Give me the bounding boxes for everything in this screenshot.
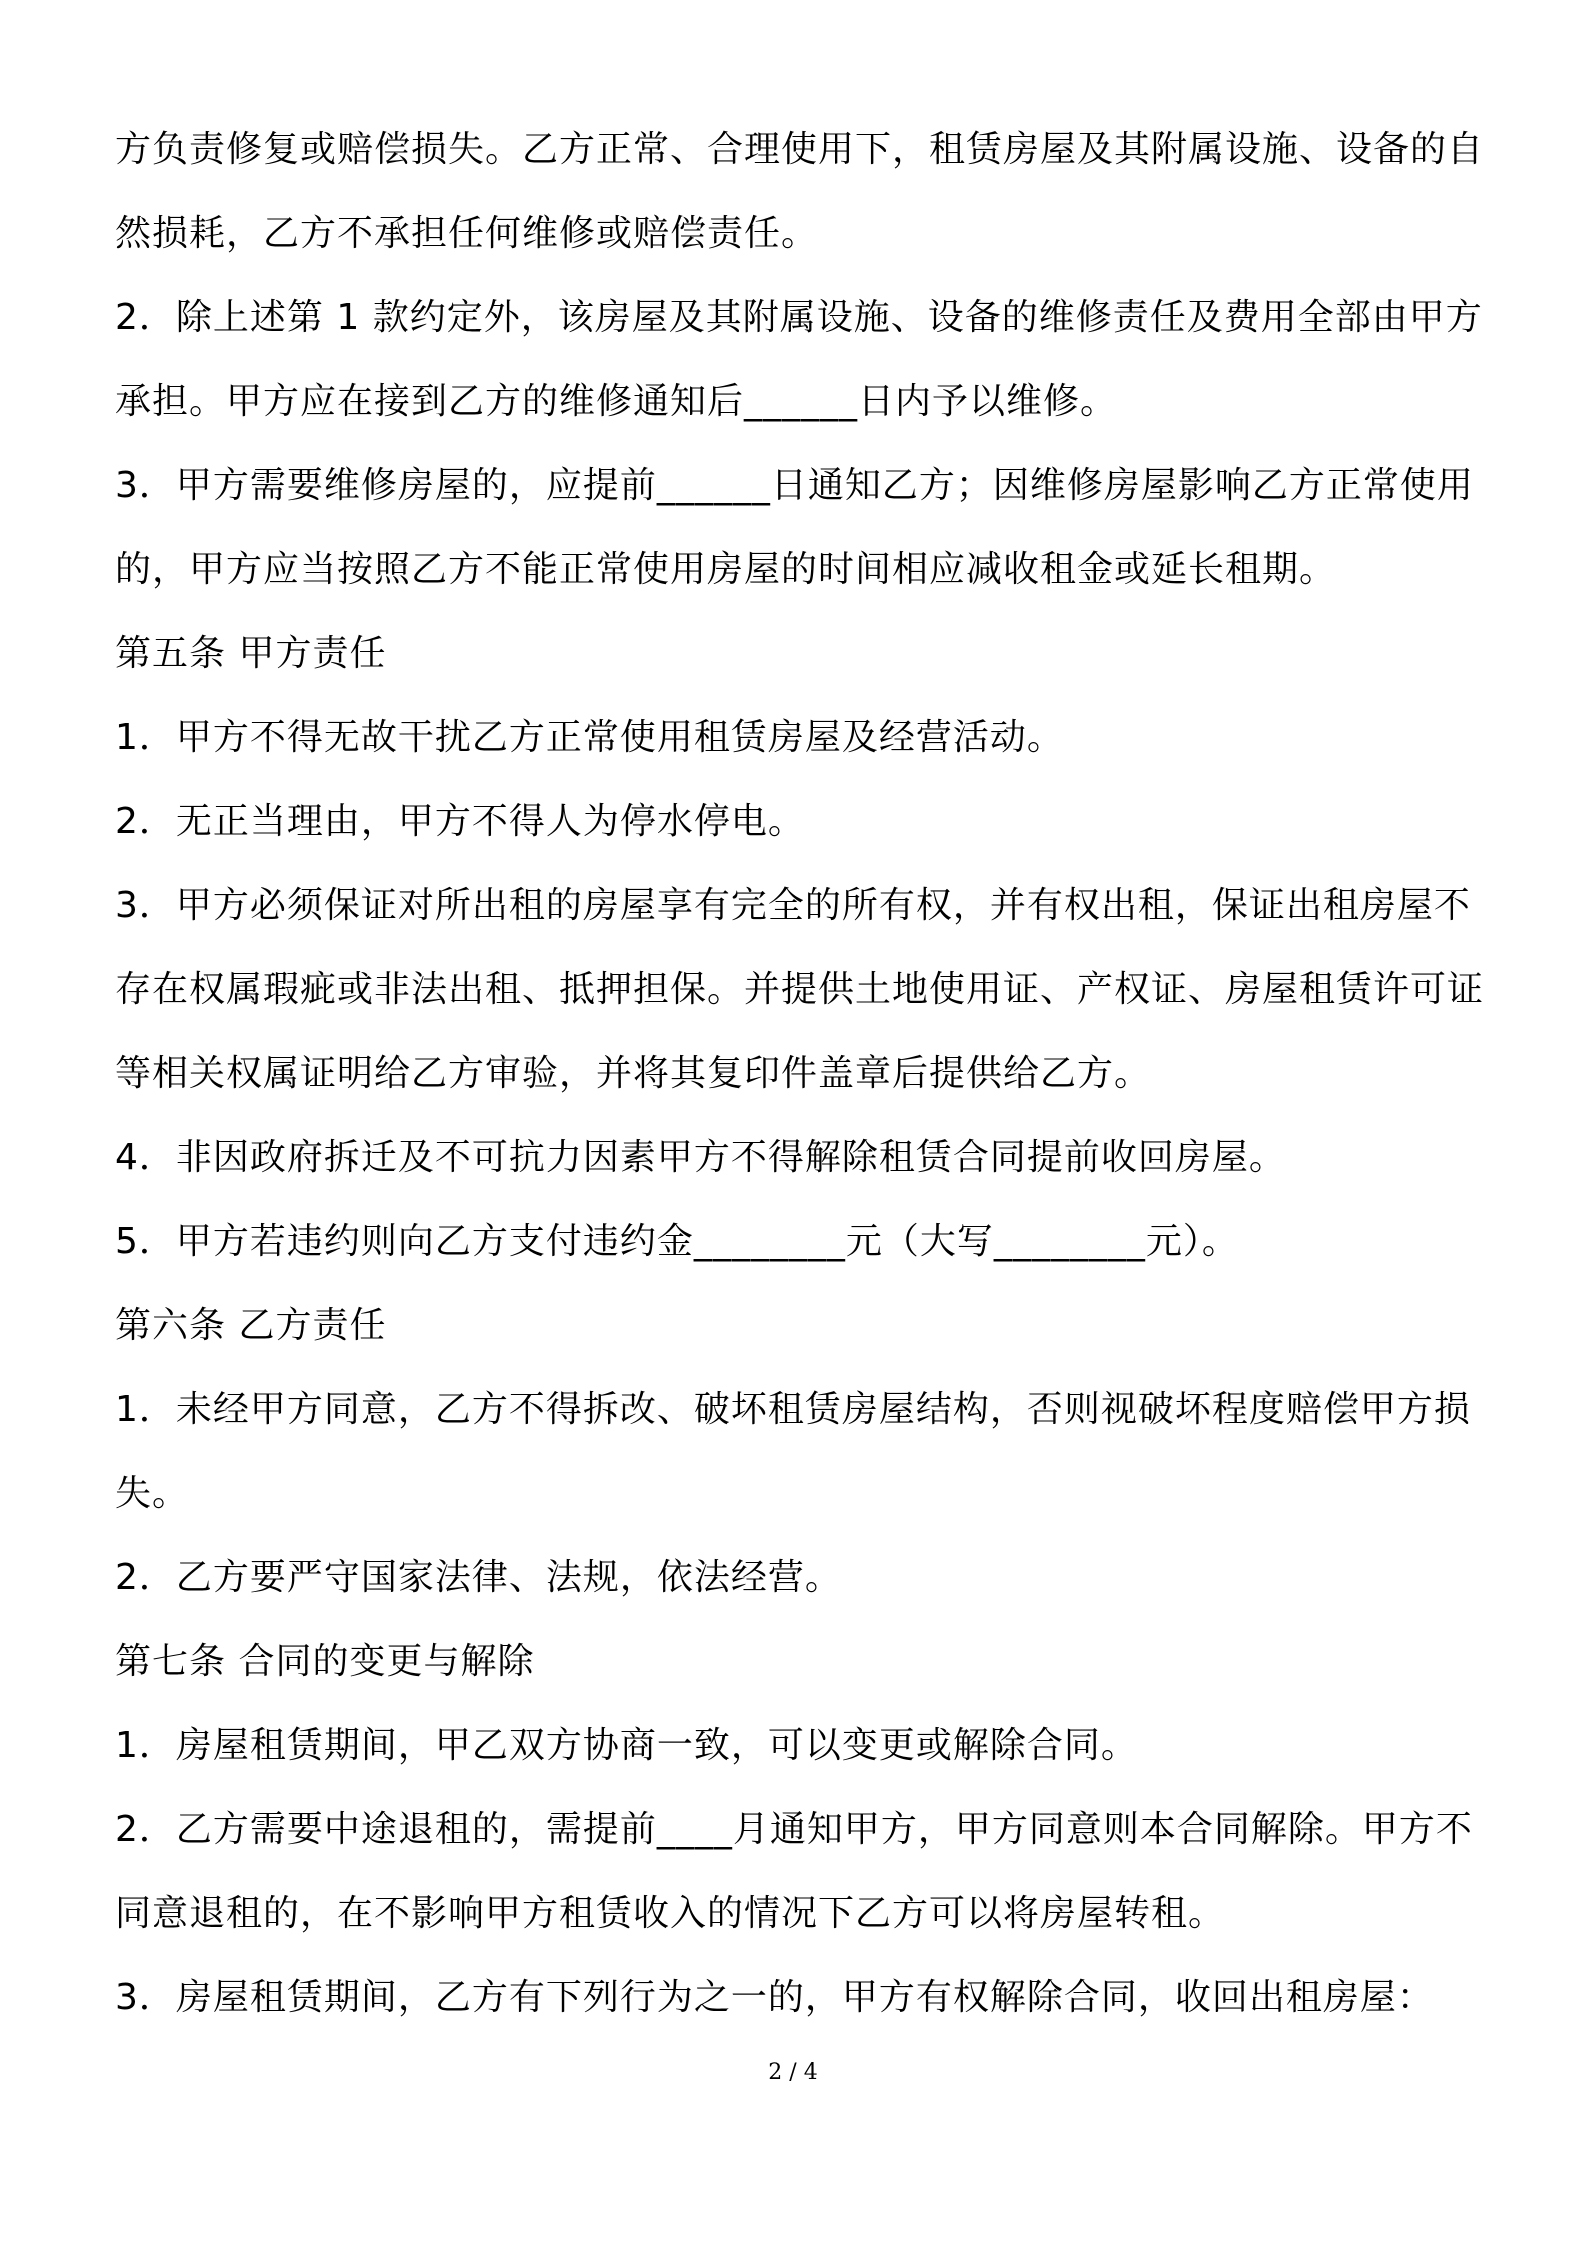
paragraph-article7-item2: 2．乙方需要中途退租的，需提前____月通知甲方，甲方同意则本合同解除。甲方不同意退租的，在不影响甲方租赁收入的情况下乙方可以将房屋转租。 [115, 1809, 1473, 1934]
paragraph-article6-item1: 1．未经甲方同意，乙方不得拆改、破坏租赁房屋结构，否则视破坏程度赔偿甲方损失。 [115, 1389, 1471, 1514]
article6-heading: 第六条 乙方责任 [115, 1305, 387, 1346]
paragraph-article4-item3: 3．甲方需要维修房屋的，应提前______日通知乙方；因维修房屋影响乙方正常使用的，甲方应当按照乙方不能正常使用房屋的时间相应减收租金或延长租期。 [115, 465, 1474, 590]
paragraph-article5-item2: 2．无正当理由，甲方不得人为停水停电。 [115, 801, 805, 842]
paragraph-article6-item2: 2．乙方要严守国家法律、法规，依法经营。 [115, 1557, 842, 1598]
page-number: 2 / 4 [768, 2060, 818, 2085]
paragraph-article5-item1: 1．甲方不得无故干扰乙方正常使用租赁房屋及经营活动。 [115, 717, 1064, 758]
article5-heading: 第五条 甲方责任 [115, 633, 387, 674]
paragraph-article7-item1: 1．房屋租赁期间，甲乙双方协商一致，可以变更或解除合同。 [115, 1725, 1138, 1766]
paragraph-article5-item4: 4．非因政府拆迁及不可抗力因素甲方不得解除租赁合同提前收回房屋。 [115, 1137, 1286, 1178]
paragraph-article5-item5: 5．甲方若违约则向乙方支付违约金________元（大写________元）。 [115, 1221, 1239, 1262]
article7-heading: 第七条 合同的变更与解除 [115, 1641, 535, 1682]
paragraph-continued-repair-liability: 方负责修复或赔偿损失。乙方正常、合理使用下，租赁房屋及其附属设施、设备的自然损耗，乙方不承担任何维修或赔偿责任。 [115, 129, 1485, 254]
paragraph-article7-item3: 3．房屋租赁期间，乙方有下列行为之一的，甲方有权解除合同，收回出租房屋： [115, 1977, 1434, 2018]
paragraph-article5-item3: 3．甲方必须保证对所出租的房屋享有完全的所有权，并有权出租，保证出租房屋不存在权属瑕疵或非法出租、抵押担保。并提供土地使用证、产权证、房屋租赁许可证等相关权属证明给乙方审验，并将其复印件盖章后提供给乙方。 [115, 885, 1485, 1094]
paragraph-article4-item2: 2．除上述第 1 款约定外，该房屋及其附属设施、设备的维修责任及费用全部由甲方承担。甲方应在接到乙方的维修通知后______日内予以维修。 [115, 297, 1483, 422]
